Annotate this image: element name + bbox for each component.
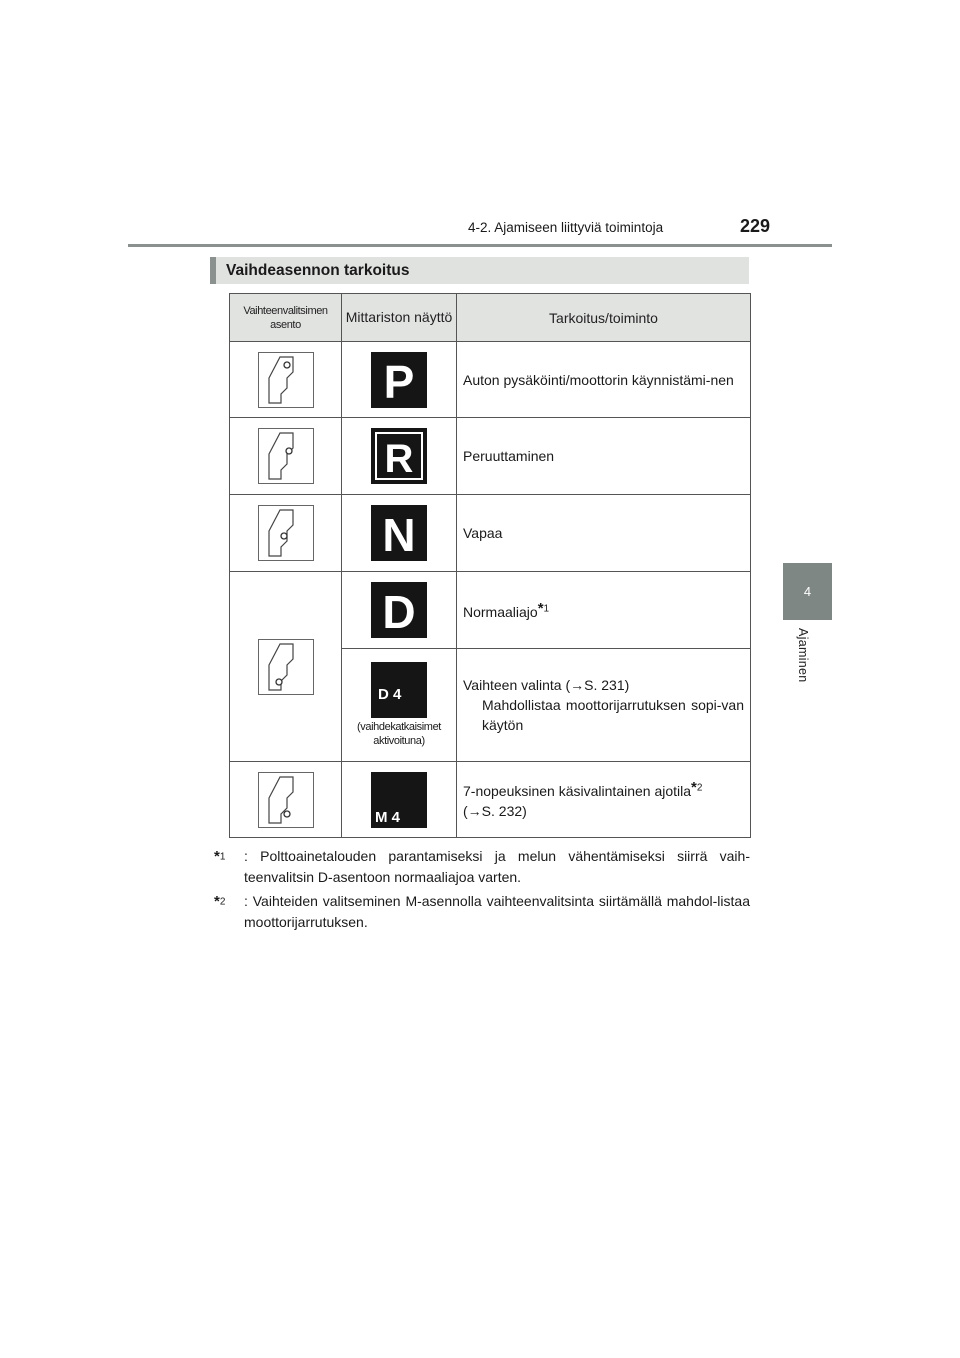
footnote-star: * (691, 779, 697, 796)
function-text (463, 778, 744, 801)
footnote-marker: *$^2$ (214, 893, 226, 910)
indicator-cell (342, 495, 457, 572)
indicator-d4-icon (371, 662, 427, 718)
indicator-cell (342, 342, 457, 418)
footnote-text: : Vaihteiden valitseminen M-asennolla vaihteenvalitsinta siirtämällä mahdol-listaa moottorijarrutuksen. (244, 893, 750, 930)
gear-cell (230, 342, 342, 418)
function-text: Vaihteen valinta (→S. 231) (463, 677, 630, 693)
function-text: Peruuttaminen (457, 418, 751, 495)
indicator-letter: D 4 (378, 686, 402, 703)
function-text-main: 7-nopeuksinen käsivalintainen ajotila (463, 783, 692, 799)
footnote-1 (214, 846, 750, 888)
header-meter-display: Mittariston näyttö (342, 294, 457, 342)
footnote-ref: 2 (696, 782, 703, 794)
indicator-cell (342, 418, 457, 495)
indicator-cell (342, 572, 457, 649)
function-page-ref: (→S. 232) (463, 803, 527, 819)
indicator-n-icon (371, 505, 427, 561)
indicator-cell (342, 649, 457, 762)
indicator-letter: M 4 (375, 808, 401, 826)
function-text: Normaaliajo (463, 603, 538, 620)
indicator-letter: D (382, 586, 416, 638)
function-cell (457, 572, 751, 649)
footnote-ref: 1 (543, 602, 550, 614)
gear-cell (230, 418, 342, 495)
shift-gate-n-icon (258, 505, 314, 561)
indicator-caption: (vaihdekatkaisimet aktivoituna) (357, 721, 441, 747)
footnote-marker: *$^1$ (214, 848, 226, 865)
shift-gate-m-icon (258, 772, 314, 828)
table-row (230, 762, 751, 838)
footnote-2 (214, 891, 750, 933)
function-subtext: Mahdollistaa moottorijarrutuksen sopi-van käytön (482, 697, 744, 733)
gear-cell (230, 572, 342, 762)
gear-cell (230, 495, 342, 572)
function-cell (457, 649, 751, 762)
indicator-letter: R (384, 437, 414, 481)
indicator-p-icon (371, 352, 427, 408)
footnote-text: : Polttoainetalouden parantamiseksi ja melun vähentämiseksi siirrä vaih-teenvalitsin D-asentoon normaaliajoa varten. (244, 848, 750, 885)
header-gear-position: Vaihteenvalitsimen asento (230, 294, 342, 342)
chapter-tab: 4 (783, 563, 832, 620)
shift-gate-p-icon (258, 352, 314, 408)
indicator-letter: N (382, 509, 416, 561)
function-cell (457, 762, 751, 838)
footnote-star: * (537, 599, 544, 617)
indicator-cell (342, 762, 457, 838)
indicator-letter: P (383, 355, 415, 408)
section-title: Vaihdeasennon tarkoitus (210, 257, 749, 284)
shift-gate-r-icon (258, 428, 314, 484)
table-header-row (230, 294, 751, 342)
page-number: 229 (740, 216, 771, 236)
gear-position-table (229, 293, 751, 838)
table-row (230, 418, 751, 495)
function-text: Auton pysäköinti/moottorin käynnistämi-nen (457, 342, 751, 418)
table-row (230, 342, 751, 418)
table-row (230, 572, 751, 649)
header-rule (128, 244, 832, 247)
table-row (230, 495, 751, 572)
indicator-d-icon (371, 582, 427, 638)
header-function: Tarkoitus/toiminto (457, 294, 751, 342)
shift-gate-d-icon (258, 639, 314, 695)
function-text: Vapaa (457, 495, 751, 572)
indicator-r-icon (371, 428, 427, 484)
gear-cell (230, 762, 342, 838)
chapter-label: Ajaminen (796, 628, 810, 683)
indicator-m4-icon (371, 772, 427, 828)
header-section-title: 4-2. Ajamiseen liittyviä toimintoja (468, 220, 664, 235)
